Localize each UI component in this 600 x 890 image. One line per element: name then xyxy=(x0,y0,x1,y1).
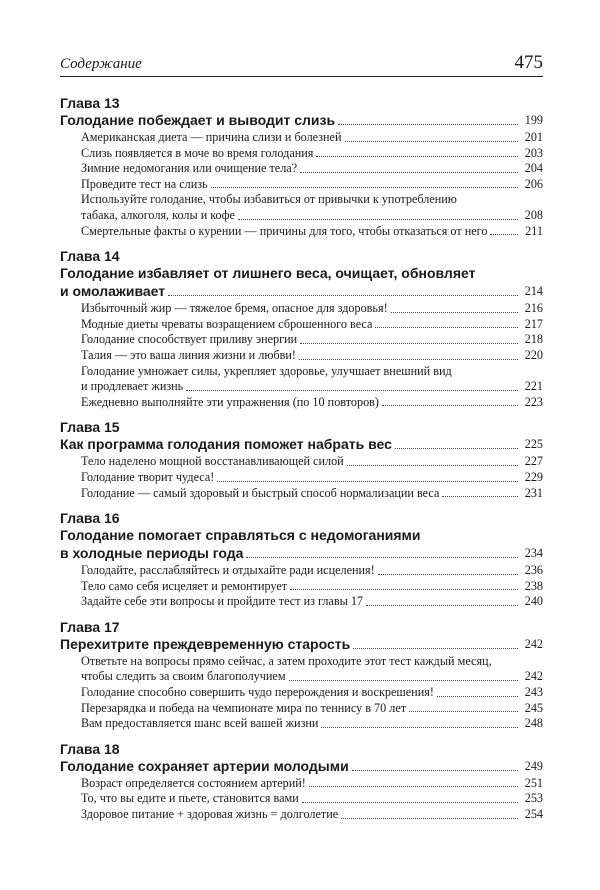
chapter-title: Голодание сохраняет артерии молодыми xyxy=(60,757,349,774)
dot-leader xyxy=(289,680,518,681)
entry-page: 204 xyxy=(524,161,543,176)
chapter-title-line: Голодание помогает справляться с недомоганиями xyxy=(60,527,421,544)
entry-page: 229 xyxy=(524,469,543,484)
toc-entry[interactable] xyxy=(60,161,543,177)
dot-leader xyxy=(341,818,518,819)
page-header xyxy=(60,48,543,77)
toc-entry[interactable] xyxy=(60,807,543,823)
chapter-block xyxy=(60,510,543,610)
entry-page: 206 xyxy=(524,176,543,191)
dot-leader xyxy=(378,574,518,575)
toc-entry[interactable] xyxy=(60,395,543,411)
dot-leader xyxy=(375,327,518,328)
dot-leader xyxy=(186,390,518,391)
dot-leader xyxy=(409,711,518,712)
dot-leader xyxy=(338,124,518,125)
chapter-title: Перехитрите преждевременную старость xyxy=(60,635,351,652)
chapter-page: 199 xyxy=(524,113,543,127)
dot-leader xyxy=(211,187,518,188)
dot-leader xyxy=(238,219,518,220)
table-of-contents xyxy=(60,95,543,832)
chapter-block xyxy=(60,619,543,732)
chapter-title-row[interactable] xyxy=(60,635,543,653)
toc-entry[interactable] xyxy=(60,470,543,486)
entry-text-line: Ответьте на вопросы прямо сейчас, а затем проходите этот тест каждый месяц, xyxy=(81,653,492,668)
chapter-block xyxy=(60,95,543,239)
chapter-title-line: Голодание избавляет от лишнего веса, очищает, обновляет xyxy=(60,265,476,282)
entry-page: 227 xyxy=(524,454,543,469)
entry-page: 242 xyxy=(524,669,543,684)
chapter-block xyxy=(60,741,543,823)
entry-text: Смертельные факты о курении — причины для того, чтобы отказаться от него xyxy=(81,223,488,238)
entry-text: Голодание способно совершить чудо перерождения и воскрешения! xyxy=(81,685,434,700)
dot-leader xyxy=(246,557,518,558)
toc-entry[interactable] xyxy=(60,594,543,610)
entry-text: Ежедневно выполняйте эти упражнения (по 10 повторов) xyxy=(81,394,379,409)
chapter-page: 214 xyxy=(524,284,543,299)
chapter-title: Голодание побеждает и выводит слизь xyxy=(60,112,336,128)
entry-page: 221 xyxy=(524,379,543,394)
dot-leader xyxy=(347,465,518,466)
entry-text: То, что вы едите и пьете, становится вами xyxy=(81,791,299,806)
entry-page: 217 xyxy=(524,316,543,331)
dot-leader xyxy=(168,295,518,296)
entry-text: чтобы следить за своим благополучием xyxy=(81,669,286,684)
entry-page: 248 xyxy=(524,716,543,731)
chapter-label: Глава 13 xyxy=(60,95,120,111)
dot-leader xyxy=(490,234,518,235)
entry-page: 240 xyxy=(524,594,543,609)
entry-text: Модные диеты чреваты возращением сброшенного веса xyxy=(81,316,373,331)
toc-entry[interactable] xyxy=(60,130,543,146)
toc-entry[interactable] xyxy=(60,301,543,317)
chapter-block xyxy=(60,419,543,501)
chapter-title: Как программа голодания поможет набрать вес xyxy=(60,436,392,453)
dot-leader xyxy=(299,359,518,360)
entry-text: Избыточный жир — тяжелое бремя, опасное для здоровья! xyxy=(81,301,388,316)
entry-text: Тело наделено мощной восстанавливающей силой xyxy=(81,454,344,469)
entry-text: Слизь появляется в моче во время голодания xyxy=(81,145,314,160)
chapter-label: Глава 16 xyxy=(60,510,120,527)
dot-leader xyxy=(391,312,518,313)
toc-entry[interactable] xyxy=(60,332,543,348)
dot-leader xyxy=(217,481,518,482)
entry-text: и продлевает жизнь xyxy=(81,379,184,394)
entry-page: 218 xyxy=(524,332,543,347)
entry-page: 238 xyxy=(524,578,543,593)
chapter-title: в холодные периоды года xyxy=(60,545,244,562)
chapter-title-row[interactable] xyxy=(60,435,543,453)
toc-entry[interactable] xyxy=(60,317,543,333)
entry-text: Голодание творит чудеса! xyxy=(81,469,215,484)
entry-page: 254 xyxy=(524,807,543,822)
running-title: Содержание xyxy=(60,56,142,72)
toc-entry[interactable] xyxy=(60,791,543,807)
toc-entry[interactable] xyxy=(60,579,543,595)
toc-entry[interactable] xyxy=(60,364,543,395)
entry-page: 251 xyxy=(524,775,543,790)
dot-leader xyxy=(345,141,519,142)
entry-text: Зимние недомогания или очищение тела? xyxy=(81,161,298,176)
toc-entry[interactable] xyxy=(60,177,543,193)
chapter-page: 234 xyxy=(524,546,543,561)
chapter-page: 249 xyxy=(524,758,543,773)
toc-entry[interactable] xyxy=(60,454,543,470)
entry-text: Вам предоставляется шанс всей вашей жизни xyxy=(81,716,319,731)
toc-entry[interactable] xyxy=(60,563,543,579)
entry-text: Голодайте, расслабляйтесь и отдыхайте ради исцеления! xyxy=(81,563,375,578)
toc-entry[interactable] xyxy=(60,654,543,685)
dot-leader xyxy=(352,770,518,771)
entry-page: 208 xyxy=(524,207,543,222)
entry-text: табака, алкоголя, колы и кофе xyxy=(81,207,235,222)
entry-text: Голодание — самый здоровый и быстрый способ нормализации веса xyxy=(81,485,440,500)
dot-leader xyxy=(300,343,518,344)
toc-entry[interactable] xyxy=(60,701,543,717)
entry-page: 236 xyxy=(524,563,543,578)
toc-entry[interactable] xyxy=(60,486,543,502)
entry-page: 245 xyxy=(524,700,543,715)
dot-leader xyxy=(309,786,518,787)
toc-entry[interactable] xyxy=(60,146,543,162)
entry-text-line: Голодание умножает силы, укрепляет здоровье, улучшает внешний вид xyxy=(81,363,452,378)
page-number: 475 xyxy=(514,52,543,73)
dot-leader xyxy=(290,589,518,590)
dot-leader xyxy=(321,727,518,728)
entry-page: 243 xyxy=(524,685,543,700)
toc-entry[interactable] xyxy=(60,192,543,223)
entry-text: Талия — это ваша линия жизни и любви! xyxy=(81,347,296,362)
entry-page: 203 xyxy=(524,145,543,160)
chapter-block xyxy=(60,248,543,410)
chapter-title-row[interactable] xyxy=(60,111,543,129)
dot-leader xyxy=(302,802,518,803)
chapter-label: Глава 17 xyxy=(60,618,120,635)
dot-leader xyxy=(316,156,518,157)
entry-page: 216 xyxy=(524,301,543,316)
dot-leader xyxy=(442,496,518,497)
chapter-label: Глава 14 xyxy=(60,248,120,265)
entry-page: 201 xyxy=(524,130,543,144)
entry-text-line: Используйте голодание, чтобы избавиться от привычки к употреблению xyxy=(81,192,457,207)
entry-text: Возраст определяется состоянием артерий! xyxy=(81,775,306,790)
dot-leader xyxy=(366,605,518,606)
chapter-label: Глава 15 xyxy=(60,419,120,436)
chapter-label: Глава 18 xyxy=(60,740,120,757)
entry-page: 223 xyxy=(524,394,543,409)
toc-entry[interactable] xyxy=(60,685,543,701)
chapter-title-row[interactable] xyxy=(60,757,543,775)
dot-leader xyxy=(437,696,518,697)
entry-text: Задайте себе эти вопросы и пройдите тест из главы 17 xyxy=(81,594,364,609)
chapter-title: и омолаживает xyxy=(60,283,166,300)
chapter-page: 242 xyxy=(524,636,543,651)
entry-text: Перезарядка и победа на чемпионате мира по теннису в 70 лет xyxy=(81,700,407,715)
toc-entry[interactable] xyxy=(60,224,543,240)
dot-leader xyxy=(300,172,518,173)
entry-text: Голодание способствует приливу энергии xyxy=(81,332,298,347)
toc-entry[interactable] xyxy=(60,348,543,364)
toc-entry[interactable] xyxy=(60,776,543,792)
chapter-title-row[interactable] xyxy=(60,282,543,300)
entry-page: 231 xyxy=(524,485,543,500)
entry-text: Проведите тест на слизь xyxy=(81,176,208,191)
entry-page: 211 xyxy=(525,223,543,238)
dot-leader xyxy=(353,648,518,649)
dot-leader xyxy=(382,405,518,406)
entry-text: Тело само себя исцеляет и ремонтирует xyxy=(81,578,288,593)
entry-text: Здоровое питание + здоровая жизнь = долголетие xyxy=(81,807,339,822)
entry-page: 220 xyxy=(524,347,543,362)
toc-entry[interactable] xyxy=(60,716,543,732)
dot-leader xyxy=(395,448,518,449)
chapter-title-row[interactable] xyxy=(60,544,543,562)
entry-text: Американская диета — причина слизи и болезней xyxy=(81,130,342,144)
entry-page: 253 xyxy=(524,791,543,806)
chapter-page: 225 xyxy=(524,437,543,452)
